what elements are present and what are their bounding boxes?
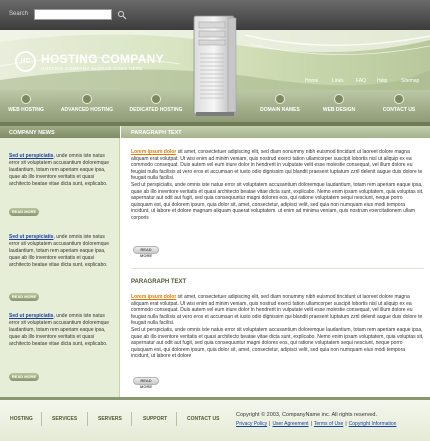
highlight-link[interactable]: Lorem ipsum dolor xyxy=(131,149,177,155)
search-label: Search xyxy=(9,11,29,17)
topnav-sitemap[interactable]: Sitemap xyxy=(401,78,420,84)
news-item xyxy=(9,313,114,348)
nav-dot-icon xyxy=(334,94,344,104)
nav-web-design[interactable] xyxy=(314,90,364,122)
read-more-button[interactable]: READ MORE xyxy=(9,293,39,301)
topnav-help[interactable]: Help xyxy=(377,78,388,84)
footer-nav-contact[interactable]: CONTACT US xyxy=(187,416,220,422)
footer-nav-services[interactable]: SERVICES xyxy=(52,416,78,422)
paragraph-text: sit amet, consectetuer adipiscing elit, sed diam nonummy nibh euismod tincidunt ut laoreet dolore magna aliquam erat volutpat. Ut wisi enim ad minim veniam, quis nostrud exerci tation ullamcorper suscipit lobortis nisl ut aliquip ex ea commodo consequat. Duis autem vel eum iriure dolor in hendrerit in vulputate velit esse molestie consequat, vel illum dolore eu feugiat nulla facilisis at vero eros et accumsan et iusto odio dignissim qui blandit praesent luptatum zzril delenit augue duis dolore te feugait nulla facilisi. xyxy=(131,149,423,182)
news-text: , unde omnis iste natus error sit voluptatem accusantium doloremque laudantium, totam rem aperiam eaque ipsa, quae ab illo inventore veritatis et quasi architecto beatae vitae dicta sunt, explicabo. xyxy=(9,234,110,268)
news-link[interactable]: Sed ut perspiciatis xyxy=(9,313,54,319)
news-sidebar xyxy=(0,126,120,397)
more-button[interactable]: READ MORE xyxy=(133,246,159,254)
nav-web-hosting[interactable] xyxy=(4,90,48,122)
server-tower-image xyxy=(192,14,238,120)
nav-advanced-hosting[interactable] xyxy=(56,90,118,122)
nav-dedicated-hosting[interactable] xyxy=(124,90,188,122)
site-footer xyxy=(0,397,430,441)
news-text: , unde omnis iste natus error sit voluptatem accusantium doloremque laudantium, totam rem aperiam eaque ipsa, quae ab illo inventore veritatis et quasi architecto beatae vitae dicta sunt, explicabo. xyxy=(9,153,110,187)
footer-separator xyxy=(41,412,42,426)
nav-dot-icon xyxy=(394,94,404,104)
news-link[interactable]: Sed ut perspiciatis xyxy=(9,234,54,240)
logo-mark[interactable]: HC xyxy=(15,51,36,72)
read-more-button[interactable]: READ MORE xyxy=(9,373,39,381)
nav-dot-icon xyxy=(151,94,161,104)
paragraph-text: sit amet, consectetuer adipiscing elit, sed diam nonummy nibh euismod tincidunt ut laoreet dolore magna aliquam erat volutpat. Ut wisi enim ad minim veniam, quis nostrud exerci tation ullamcorper suscipit lobortis nisl ut aliquip ex ea commodo consequat. Duis autem vel eum iriure dolor in hendrerit in vulputate velit esse molestie consequat, vel illum dolore eu feugiat nulla facilisis at vero eros et accumsan et iusto odio dignissim qui blandit praesent luptatum zzril delenit augue duis dolore te feugait nulla facilisi. xyxy=(131,294,423,327)
news-item xyxy=(9,153,114,188)
nav-domain-names[interactable] xyxy=(252,90,308,122)
more-button[interactable]: READ MORE xyxy=(133,377,159,385)
paragraph-text: Sed ut perspiciatis, unde omnis iste natus error sit voluptatem accusantium doloremque laudantium, totam rem aperiam eaque ipsa, quae ab illo inventore veritatis et quasi architecto beatae vitae dicta sunt, explicabo. Nemo enim ipsam voluptatem, quia voluptas sit, aspernatur aut odit aut fugit, sed quia consequuntur magni dolores eos, qui ratione voluptatem sequi nesciunt, neque porro quisquam est, qui dolorem ipsum, quia dolor sit, amet, consectetur, adipisci velit, sed quia non numquam eius modi tempora incidunt, ut labore et dolore xyxy=(131,326,424,360)
news-item xyxy=(9,234,114,269)
highlight-link[interactable]: Lorem ipsum dolor xyxy=(131,294,177,300)
topnav-home[interactable]: Home xyxy=(305,78,319,84)
footer-separator xyxy=(176,412,177,426)
link-separator: | xyxy=(345,421,347,427)
privacy-policy-link[interactable]: Privacy Policy xyxy=(236,421,268,427)
footer-separator xyxy=(87,412,88,426)
copyright-text: Copyright © 2003, CompanyName inc. All rights reserved. xyxy=(236,412,378,418)
terms-of-use-link[interactable]: Terms of Use xyxy=(313,421,344,427)
paragraph-text: Sed ut perspiciatis, unde omnis iste natus error sit voluptatem accusantium doloremque laudantium, totam rem aperiam eaque ipsa, quae ab illo inventore veritatis et quasi architecto beatae vitae dicta sunt, explicabo. Nemo enim ipsam voluptatem, quia voluptas sit, aspernatur aut odit aut fugit, sed quia consequuntur magni dolores eos, qui ratione voluptatem sequi nesciunt, neque porro quisquam est, qui dolorem ipsum, quia dolor sit, amet, consectetur, adipisci velit, sed quia non numquam eius modi tempora incidunt, ut labore et dolore magnam aliquam quaerat voluptatem. ut enim ad minima veniam, quis nostrum exercitationem ullam corporis xyxy=(131,181,424,221)
search-icon[interactable] xyxy=(117,10,127,20)
nav-label: DEDICATED HOSTING xyxy=(129,107,183,113)
nav-dot-icon xyxy=(21,94,31,104)
paragraph-1 xyxy=(131,149,424,222)
read-more-button[interactable]: READ MORE xyxy=(9,208,39,216)
news-text: , unde omnis iste natus error sit voluptatem accusantium doloremque laudantium, totam rem aperiam eaque ipsa, quae ab illo inventore veritatis et quasi architecto beatae vitae dicta sunt, explicabo. xyxy=(9,313,110,347)
footer-separator xyxy=(131,412,132,426)
section-title: PARAGRAPH TEXT xyxy=(131,279,187,285)
logo-slogan: HOSTING COMPANY SLOGAN GOES HERE xyxy=(41,66,143,71)
nav-label: DOMAIN NAMES xyxy=(260,107,300,113)
link-separator: | xyxy=(310,421,312,427)
user-agreement-link[interactable]: User Agreement xyxy=(272,421,309,427)
topnav-links[interactable]: Links xyxy=(332,78,344,84)
footer-nav-servers[interactable]: SERVERS xyxy=(98,416,122,422)
nav-label: CONTACT US xyxy=(382,107,416,113)
content-header: PARAGRAPH TEXT xyxy=(121,126,430,138)
topnav-faq[interactable]: FAQ xyxy=(356,78,367,84)
logo-title[interactable]: HOSTING COMPANY xyxy=(41,52,164,66)
nav-label: ADVANCED HOSTING xyxy=(60,107,114,113)
footer-nav-support[interactable]: SUPPORT xyxy=(143,416,168,422)
footer-links xyxy=(236,421,396,427)
nav-label: WEB HOSTING xyxy=(8,107,44,113)
nav-dot-icon xyxy=(275,94,285,104)
copyright-info-link[interactable]: Copyright Information xyxy=(348,421,397,427)
main-content xyxy=(121,126,430,397)
paragraph-2 xyxy=(131,294,424,360)
link-separator: | xyxy=(269,421,271,427)
nav-dot-icon xyxy=(82,94,92,104)
news-link[interactable]: Sed ut perspiciatis xyxy=(9,153,54,159)
nav-label: WEB DESIGN xyxy=(322,107,356,113)
news-header: COMPANY NEWS xyxy=(0,126,120,138)
content-divider xyxy=(131,268,424,269)
search-input[interactable] xyxy=(34,9,112,20)
footer-nav-hosting[interactable]: HOSTING xyxy=(10,416,33,422)
nav-contact-us[interactable] xyxy=(374,90,424,122)
